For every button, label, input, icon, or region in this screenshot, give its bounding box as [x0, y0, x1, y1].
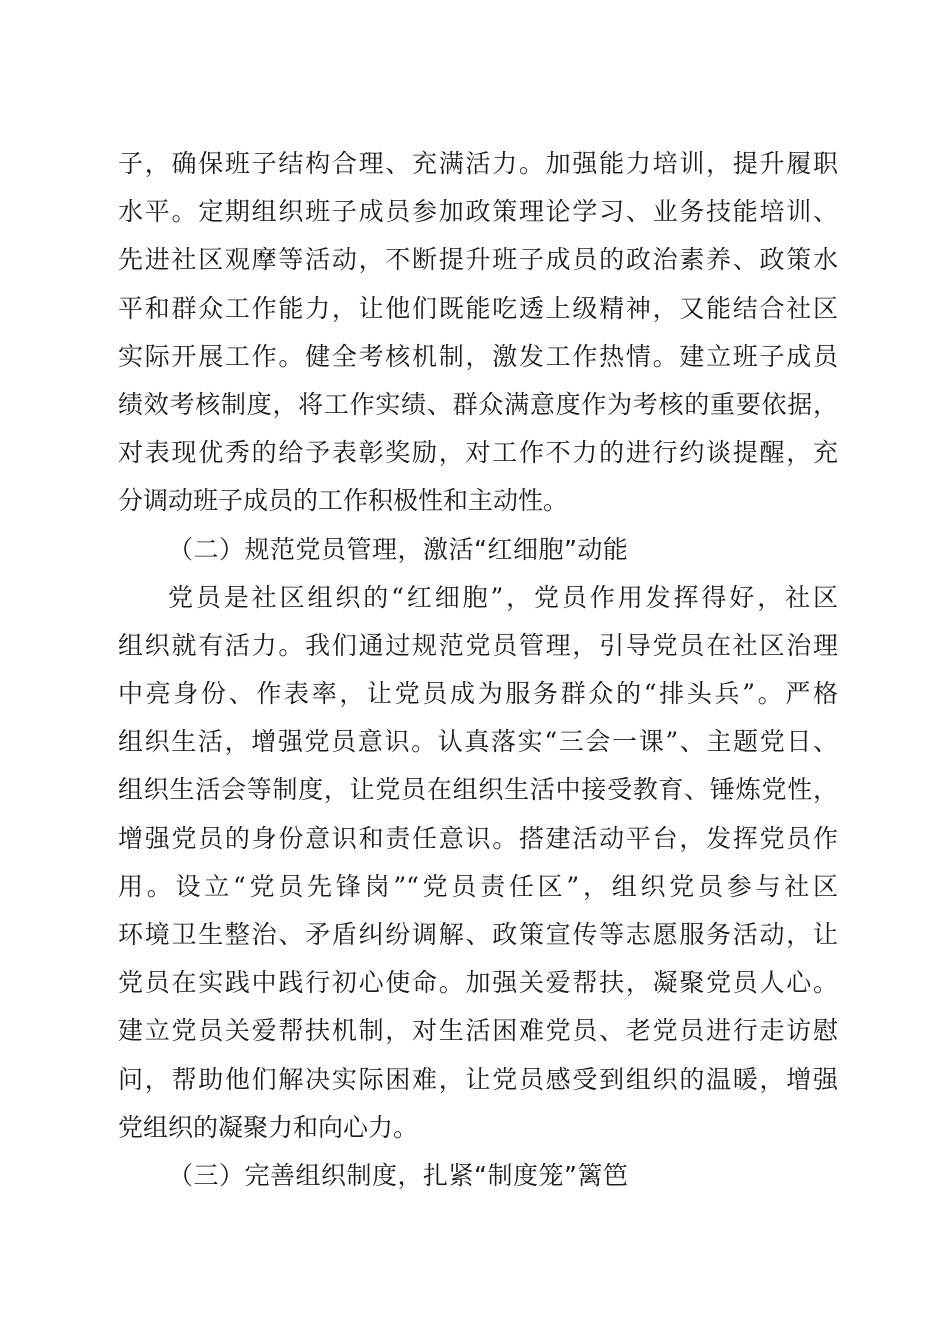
- text-line: 水平。定期组织班子成员参加政策理论学习、业务技能培训、: [118, 197, 838, 227]
- document-body: [118, 140, 838, 1200]
- text-line: 中亮身份、作表率，让党员成为服务群众的“排头兵”。严格: [118, 679, 838, 709]
- text-line: 建立党员关爱帮扶机制，对生活困难党员、老党员进行走访慰: [118, 1016, 838, 1046]
- text-line: 环境卫生整治、矛盾纠纷调解、政策宣传等志愿服务活动，让: [118, 920, 838, 949]
- section-heading-2: （二）规范党员管理，激活“红细胞”动能: [168, 534, 629, 564]
- text-line: 平和群众工作能力，让他们既能吃透上级精神，又能结合社区: [118, 293, 838, 323]
- text-line: 绩效考核制度，将工作实绩、群众满意度作为考核的重要依据，: [118, 389, 838, 419]
- text-line: 组织生活会等制度，让党员在组织生活中接受教育、锤炼党性，: [118, 775, 838, 805]
- text-line: 党组织的凝聚力和向心力。: [118, 1112, 419, 1142]
- text-line: 党员在实践中践行初心使命。加强关爱帮扶，凝聚党员人心。: [118, 968, 838, 998]
- text-line: 实际开展工作。健全考核机制，激发工作热情。建立班子成员: [118, 341, 838, 371]
- section-heading-3: （三）完善组织制度，扎紧“制度笼”篱笆: [168, 1160, 629, 1190]
- text-line: 党员是社区组织的“红细胞”，党员作用发挥得好，社区: [168, 582, 838, 612]
- text-line: 对表现优秀的给予表彰奖励，对工作不力的进行约谈提醒，充: [118, 438, 838, 468]
- paragraph-party-member-management: [118, 574, 838, 1152]
- text-line: 组织就有活力。我们通过规范党员管理，引导党员在社区治理: [118, 630, 838, 660]
- paragraph-capacity-building: [118, 140, 838, 526]
- text-line: 用。设立“党员先锋岗”“党员责任区”，组织党员参与社区: [118, 871, 838, 901]
- text-line: 先进社区观摩等活动，不断提升班子成员的政治素养、政策水: [118, 245, 838, 275]
- text-line: 组织生活，增强党员意识。认真落实“三会一课”、主题党日、: [118, 727, 838, 757]
- text-line: 增强党员的身份意识和责任意识。搭建活动平台，发挥党员作: [118, 823, 838, 853]
- text-line: 分调动班子成员的工作积极性和主动性。: [118, 486, 569, 516]
- text-line: 问，帮助他们解决实际困难，让党员感受到组织的温暖，增强: [118, 1064, 838, 1094]
- text-line: 子，确保班子结构合理、充满活力。加强能力培训，提升履职: [118, 149, 838, 178]
